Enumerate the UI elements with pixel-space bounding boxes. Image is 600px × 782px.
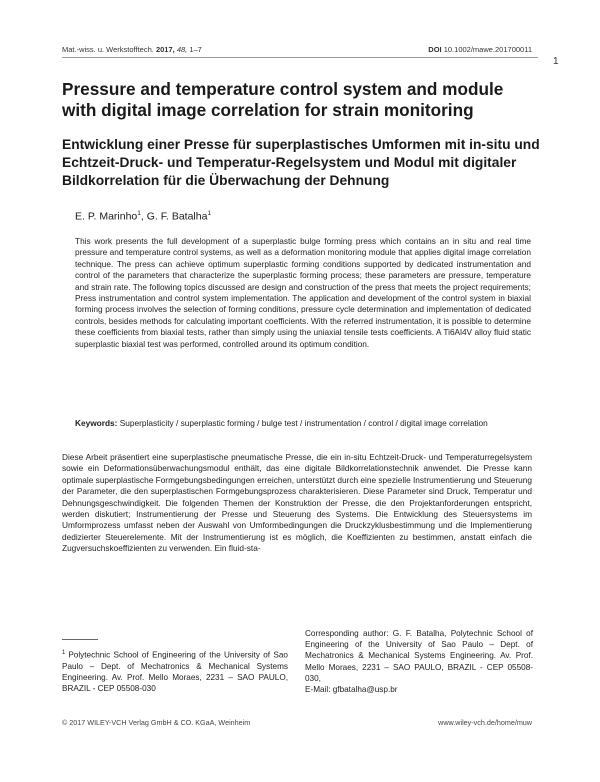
publisher-url[interactable]: www.wiley-vch.de/home/muw	[438, 718, 532, 727]
journal-citation	[62, 45, 202, 54]
journal-year: 2017,	[155, 45, 175, 54]
corresponding-author	[305, 628, 533, 695]
keywords-text: Superplasticity / superplastic forming / bulge test / instrumentation / control / digital image correlation	[119, 418, 488, 428]
abstract-english: This work presents the full development of a superplastic bulge forming press which contains an in situ and real time pressure and temperature control systems, as well as a deformation monitoring module that applies digital image correlation technique. The press can achieve optimum superplastic forming conditions supported by dedicated instrumentation and control of the parameters that characterize the superplastic forming process; these parameters are pressure, temperature and strain rate. The following topics discussed are design and construction of the press that meets the project requirements; Press instrumentation and control system implementation. The application and development of the control system in biaxial forming process involves the selection of forming conditions, pressure cycle determination and implementation of dedicated controls, besides methods for calculating important coefficients. With the referred instrumentation, it is possible to determine these coefficients from biaxial tests, rather than simply using the uniaxial tensile tests coefficients. A Ti6Al4V alloy fluid static superplastic biaxial test was performed, controlled around its optimum condition.	[75, 236, 531, 349]
footnote-divider	[62, 639, 98, 640]
doi-label: DOI	[428, 45, 442, 54]
doi-line	[428, 45, 532, 54]
abstract-german: Diese Arbeit präsentiert eine superplastische pneumatische Presse, die ein in-situ Echtzeit-Druck- und Temperaturregelsystem sowie ein Deformationsüberwachungsmodul enthält, das eine digitale Bildkorrelationstechnik anwendet. Die Presse kann optimale superplastische Formgebungsbedingungen erreichen, unterstützt durch eine spezielle Instrumentierung und Steuerung der Parameter, die den superplastischen Formgebungsprozess charakterisieren. Diese Parameter sind Druck, Temperatur und Dehnungsgeschwindigkeit. Die folgenden Themen der Konstruktion der Presse, die den Projektanforderungen entspricht, werden diskutiert; Instrumentierung der Presse und Steuerung des Systems. Die Entwicklung des Steuersystems im Umformprozess umfasst neben der Auswahl von Umformbedingungen die Druckzyklusbestimmung und die Implementierung dedizierter Steuerelemente. Mit der Instrumentierung ist es möglich, die Koeffizienten zu bestimmen, anstatt einfach die Zugversuchskoeffizienten zu verwenden. Ein fluid-sta-	[62, 452, 532, 554]
footnote-text: Polytechnic School of Engineering of the University of Sao Paulo – Dept. of Mechatronics & Mechanical Systems Engineering. Av. Prof. Mello Moraes, 2231 – SAO PAULO, BRAZIL - CEP 05508-030	[62, 650, 288, 694]
keywords	[75, 418, 531, 429]
journal-pages: 1–7	[189, 45, 202, 54]
article-title-german: Entwicklung einer Presse für superplastisches Umformen mit in-situ und Echtzeit-Druck- und Temperatur-Regelsystem und Modul mit digitaler Bildkorrelation für die Überwachung der Dehnung	[62, 137, 540, 188]
author-separator: ,	[140, 210, 147, 223]
copyright-notice: © 2017 WILEY-VCH Verlag GmbH & CO. KGaA, Weinheim	[62, 718, 251, 727]
journal-volume: 48,	[176, 45, 188, 54]
footnote-mark: 1	[62, 650, 66, 656]
corresponding-address: Corresponding author: G. F. Batalha, Polytechnic School of Engineering of the University of Sao Paulo – Dept. of Mechatronics & Mechanical Systems Engineering. Av. Prof. Mello Moraes, 2231 – SAO PAULO, BRAZIL - CEP 05508-030,	[305, 629, 533, 683]
keywords-label: Keywords:	[75, 418, 118, 428]
corresponding-email[interactable]: E-Mail: gfbatalha@usp.br	[305, 685, 398, 695]
author-affiliation-mark: 1	[137, 210, 141, 217]
article-title-english: Pressure and temperature control system and module with digital image correlation for strain monitoring	[62, 79, 504, 120]
author-name: E. P. Marinho	[75, 210, 138, 223]
header-divider	[62, 57, 538, 58]
journal-name: Mat.-wiss. u. Werkstofftech.	[62, 45, 154, 54]
page-number: 1	[553, 56, 559, 67]
author-list	[75, 210, 211, 223]
affiliation-footnote	[62, 648, 288, 695]
author-name: G. F. Batalha	[146, 210, 208, 223]
author-affiliation-mark: 1	[207, 210, 212, 217]
doi-link[interactable]: 10.1002/mawe.201700011	[443, 45, 532, 54]
